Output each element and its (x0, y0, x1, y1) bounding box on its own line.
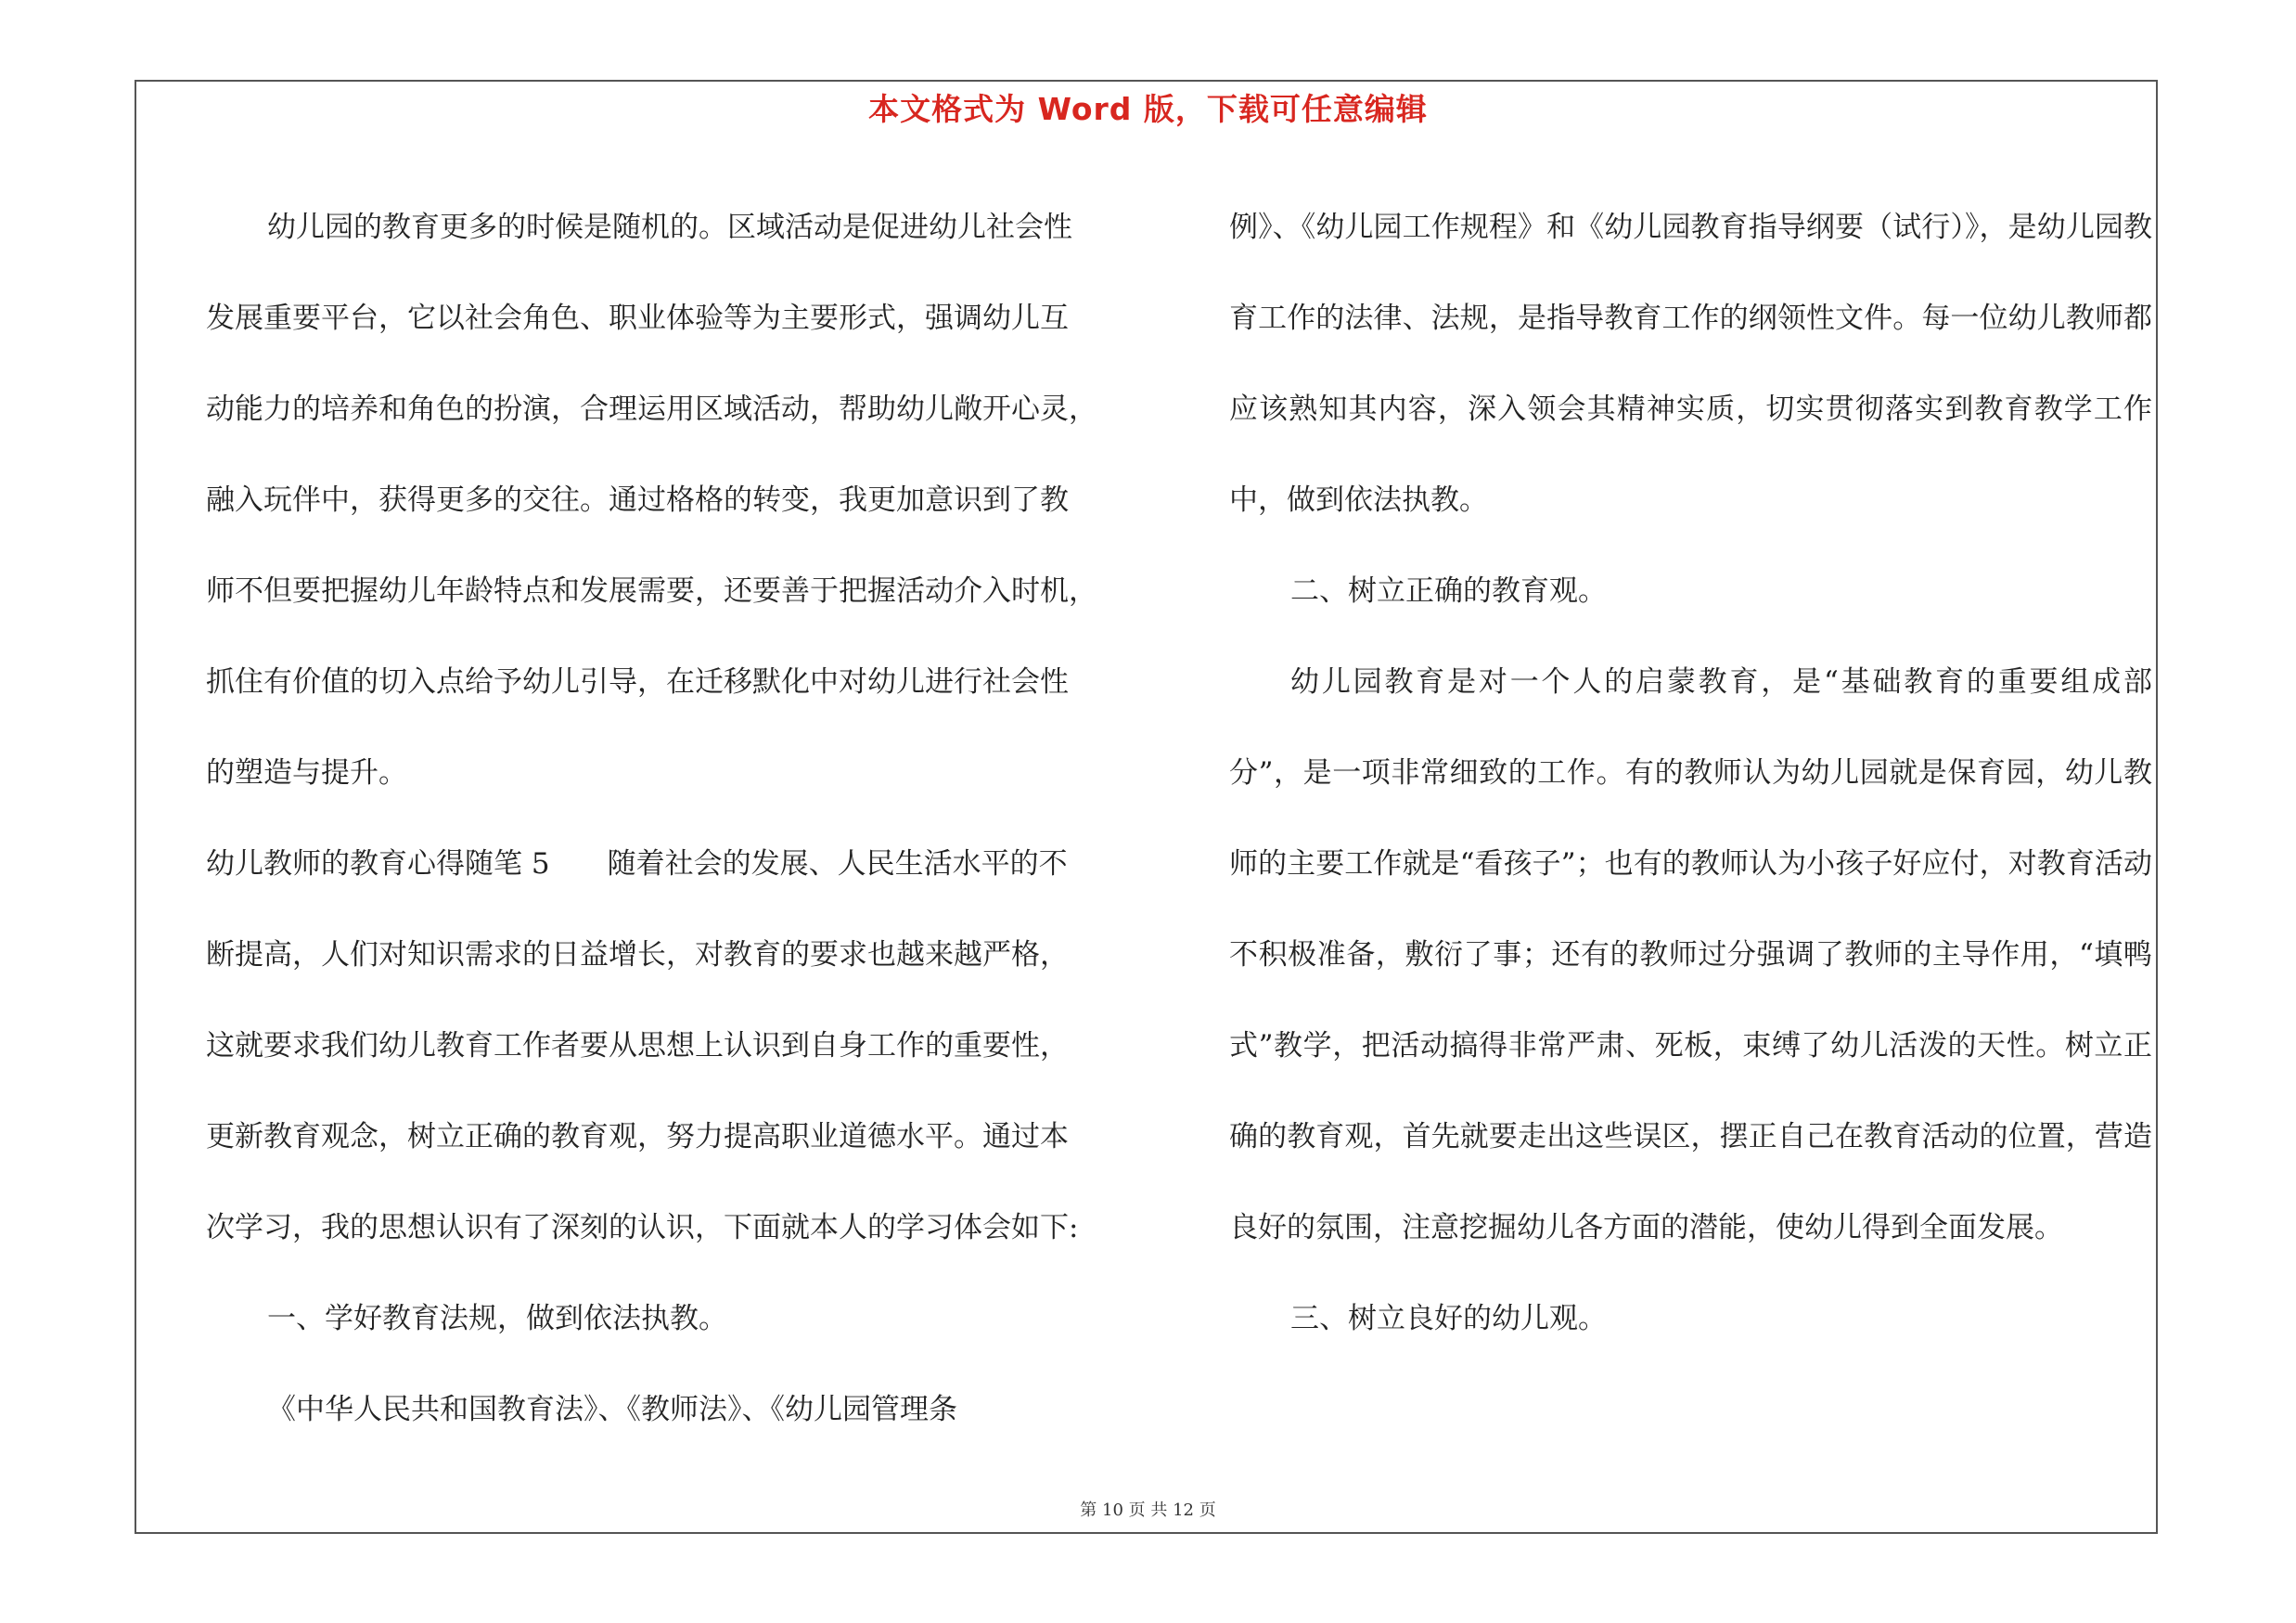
left-line-1: 幼儿园的教育更多的时候是随机的。区域活动是促进幼儿社会性 (267, 211, 1072, 244)
page-number: 第 10 页 共 12 页 (1080, 1501, 1216, 1520)
right-paragraph-3: 幼儿园教育是对一个人的启蒙教育，是“基础教育的重要组成部分”，是一项非常细致的工作。有的教师认为幼儿园就是保育园，幼儿教师的主要工作就是“看孩子”；也有的教师认为小孩子好应付，对教育活动不积极准备，敷衍了事；还有的教师过分强调了教师的主导作用，“填鸭式”教学，把活动搞得非常严肃、死板，束缚了幼儿活泼的天性。树立正确的教育观，首先就要走出这些误区，摆正自己在教育活动的位置，营造良好的氛围，注意挖掘幼儿各方面的潜能，使幼儿得到全面发展。 (1229, 665, 2152, 1244)
left-line-11: 更新教育观念，树立正确的教育观，努力提高职业道德水平。通过本 (206, 1120, 1069, 1153)
left-line-12: 次学习，我的思想认识有了深刻的认识，下面就本人的学习体会如下: (206, 1211, 1079, 1244)
left-line-5: 师不但要把握幼儿年龄特点和发展需要，还要善于把握活动介入时机， (206, 574, 1097, 608)
right-paragraph-1: 例》、《幼儿园工作规程》和《幼儿园教育指导纲要（试行）》，是幼儿园教育工作的法律、法规，是指导教育工作的纲领性文件。每一位幼儿教师都应该熟知其内容，深入领会其精神实质，切实贯彻落实到教育教学工作中，做到依法执教。 (1229, 211, 2152, 517)
left-line-14: 《中华人民共和国教育法》、《教师法》、《幼儿园管理条 (267, 1393, 957, 1426)
subheading-2: 二、树立正确的教育观。 (1290, 574, 1607, 608)
left-line-4: 融入玩伴中，获得更多的交往。通过格格的转变，我更加意识到了教 (206, 483, 1069, 517)
subheading-1: 一、学好教育法规，做到依法执教。 (267, 1302, 727, 1335)
left-line-2: 发展重要平台，它以社会角色、职业体验等为主要形式，强调幼儿互 (206, 302, 1069, 335)
left-line-7: 的塑造与提升。 (206, 756, 407, 790)
format-banner: 本文格式为 Word 版，下载可任意编辑 (868, 91, 1428, 127)
left-line-3: 动能力的培养和角色的扮演，合理运用区域活动，帮助幼儿敞开心灵， (206, 393, 1097, 426)
section-heading-essay-5: 幼儿教师的教育心得随笔 5 随着社会的发展、人民生活水平的不 (206, 847, 1068, 881)
right-column (1229, 182, 2152, 1364)
subheading-3: 三、树立良好的幼儿观。 (1290, 1302, 1607, 1335)
left-line-6: 抓住有价值的切入点给予幼儿引导，在迁移默化中对幼儿进行社会性 (206, 665, 1069, 699)
left-line-10: 这就要求我们幼儿教育工作者要从思想上认识到自身工作的重要性， (206, 1029, 1069, 1063)
left-line-9: 断提高，人们对知识需求的日益增长，对教育的要求也越来越严格， (206, 938, 1069, 972)
left-column (206, 182, 1143, 1455)
